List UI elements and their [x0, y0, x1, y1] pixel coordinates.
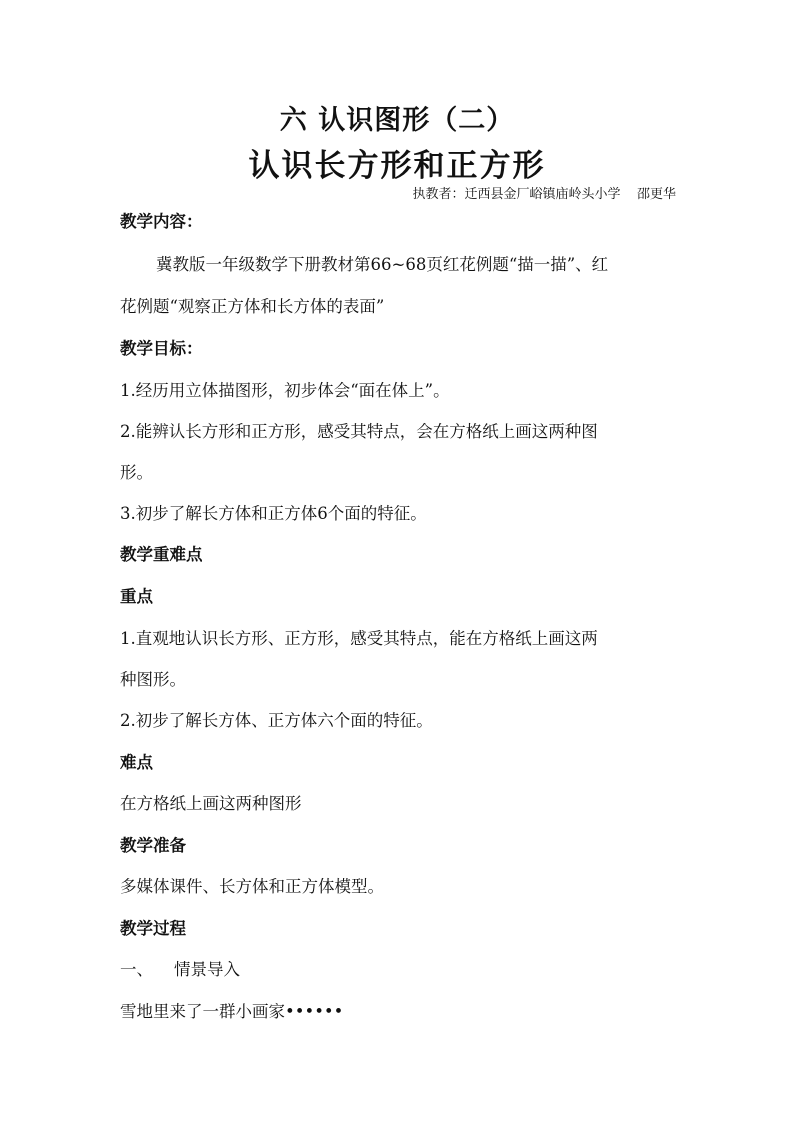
goal-item-2-line2: 形。: [120, 463, 153, 482]
heading-teaching-content: 教学内容：: [120, 212, 203, 231]
heading-process: 教学过程: [120, 919, 186, 938]
goal-item-3: 3.初步了解长方体和正方体6个面的特征。: [120, 504, 427, 523]
key-item-2: 2.初步了解长方体、正方体六个面的特征。: [120, 711, 433, 730]
process-step-1: 一、 情景导入: [120, 960, 240, 979]
teaching-content-line2: 花例题“观察正方体和长方体的表面”: [120, 297, 385, 316]
heading-difficult-points: 难点: [120, 753, 153, 772]
heading-key-points: 重点: [120, 587, 153, 606]
heading-key-difficult: 教学重难点: [120, 545, 203, 564]
document-title-line1: 六 认识图形（二）: [279, 105, 515, 136]
key-item-1-line1: 1.直观地认识长方形、正方形，感受其特点，能在方格纸上画这两: [120, 629, 598, 648]
document-title-line2: 认识长方形和正方形: [248, 148, 546, 184]
heading-preparation: 教学准备: [120, 836, 186, 855]
preparation-item-1: 多媒体课件、长方体和正方体模型。: [120, 877, 384, 896]
key-item-1-line2: 种图形。: [120, 670, 186, 689]
process-text-1: 雪地里来了一群小画家••••••: [120, 1002, 344, 1021]
teaching-content-line1: 冀教版一年级数学下册教材第66~68页红花例题“描一描”、红: [156, 255, 609, 274]
goal-item-2-line1: 2.能辨认长方形和正方形，感受其特点，会在方格纸上画这两种图: [120, 422, 598, 441]
author-line: 执教者：迁西县金厂峪镇庙岭头小学 邵更华: [412, 187, 676, 202]
goal-item-1: 1.经历用立体描图形，初步体会“面在体上”。: [120, 381, 450, 400]
difficult-item-1: 在方格纸上画这两种图形: [120, 794, 302, 813]
heading-teaching-goals: 教学目标：: [120, 339, 203, 358]
